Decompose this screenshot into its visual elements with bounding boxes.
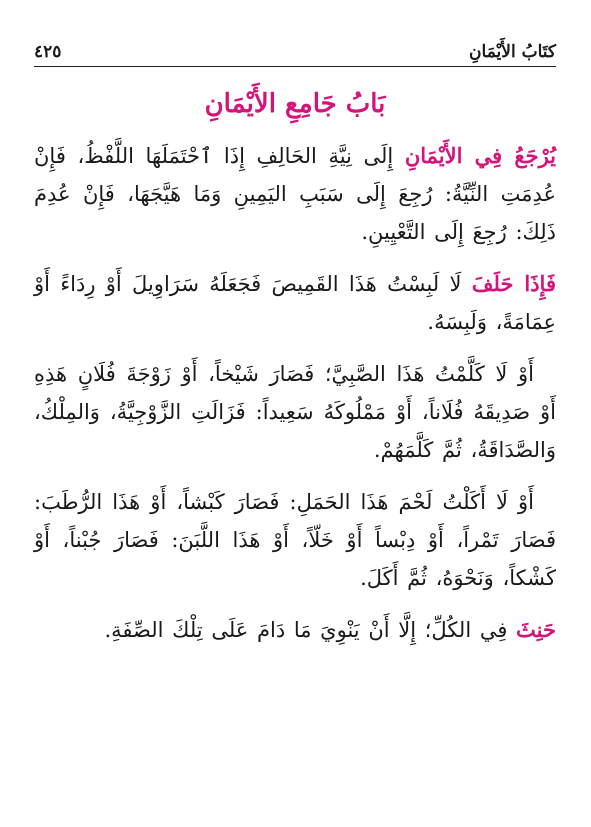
paragraph-2-text: لَا لَبِسْتُ هَذَا القَمِيصَ فَجَعَلَهُ سَرَاوِيلَ أَوْ رِدَاءً أَوْ عِمَامَةً، وَلَبِسَهُ.: [34, 272, 556, 334]
paragraph-1-text: إِلَى نِيَّةِ الحَالِفِ إِذَا ٱحْتَمَلَهَا اللَّفْظُ، فَإِنْ عُدِمَتِ النِّيَّةُ: رُجِعَ إِلَى سَبَبِ اليَمِينِ وَمَا هَيَّجَهَا، فَإِنْ عُدِمَ ذَلِكَ: رُجِعَ إِلَى التَّعْيِينِ.: [34, 144, 556, 244]
paragraph-2-lead: فَإِذَا حَلَفَ: [471, 271, 556, 296]
paragraph-3-text: أَوْ لَا كَلَّمْتُ هَذَا الصَّبِيَّ؛ فَصَارَ شَيْخاً، أَوْ زَوْجَةَ فُلَانٍ هَذِهِ أَوْ صَدِيقَهُ فُلَاناً، أَوْ مَمْلُوكَهُ سَعِيداً: فَزَالَتِ الزَّوْجِيَّةُ، وَالمِلْكُ، وَالصَّدَاقَةُ، ثُمَّ كَلَّمَهُمْ.: [34, 362, 556, 462]
paragraph-5-text: فِي الكُلِّ؛ إِلَّا أَنْ يَنْوِيَ مَا دَامَ عَلَى تِلْكَ الصِّفَةِ.: [104, 618, 517, 642]
chapter-title: بَابُ جَامِعِ الأَيْمَانِ: [204, 89, 386, 119]
header-title: كتَابُ الأَيْمَانِ: [469, 42, 556, 62]
paragraph-2: [34, 265, 556, 341]
paragraph-1-lead: يُرْجَعُ فِي الأَيْمَانِ: [404, 143, 557, 168]
book-page: [34, 34, 556, 794]
paragraph-1: [34, 137, 556, 251]
paragraph-5: [34, 611, 556, 649]
paragraph-5-lead: حَنِثَ: [516, 617, 556, 642]
paragraph-4: [34, 483, 556, 597]
paragraph-3: [34, 355, 556, 469]
page-number: ٤٢٥: [34, 42, 62, 62]
paragraph-4-text: أَوْ لَا أَكَلْتُ لَحْمَ هَذَا الحَمَلِ: فَصَارَ كَبْشاً، أَوْ هَذَا الرُّطَبَ: فَصَارَ تَمْراً، أَوْ دِبْساً أَوْ خَلّاً، أَوْ هَذَا اللَّبَنَ: فَصَارَ جُبْناً، أَوْ كَشْكاً، وَنَحْوَهُ، ثُمَّ أَكَلَ.: [34, 490, 556, 590]
running-header: [34, 34, 556, 67]
